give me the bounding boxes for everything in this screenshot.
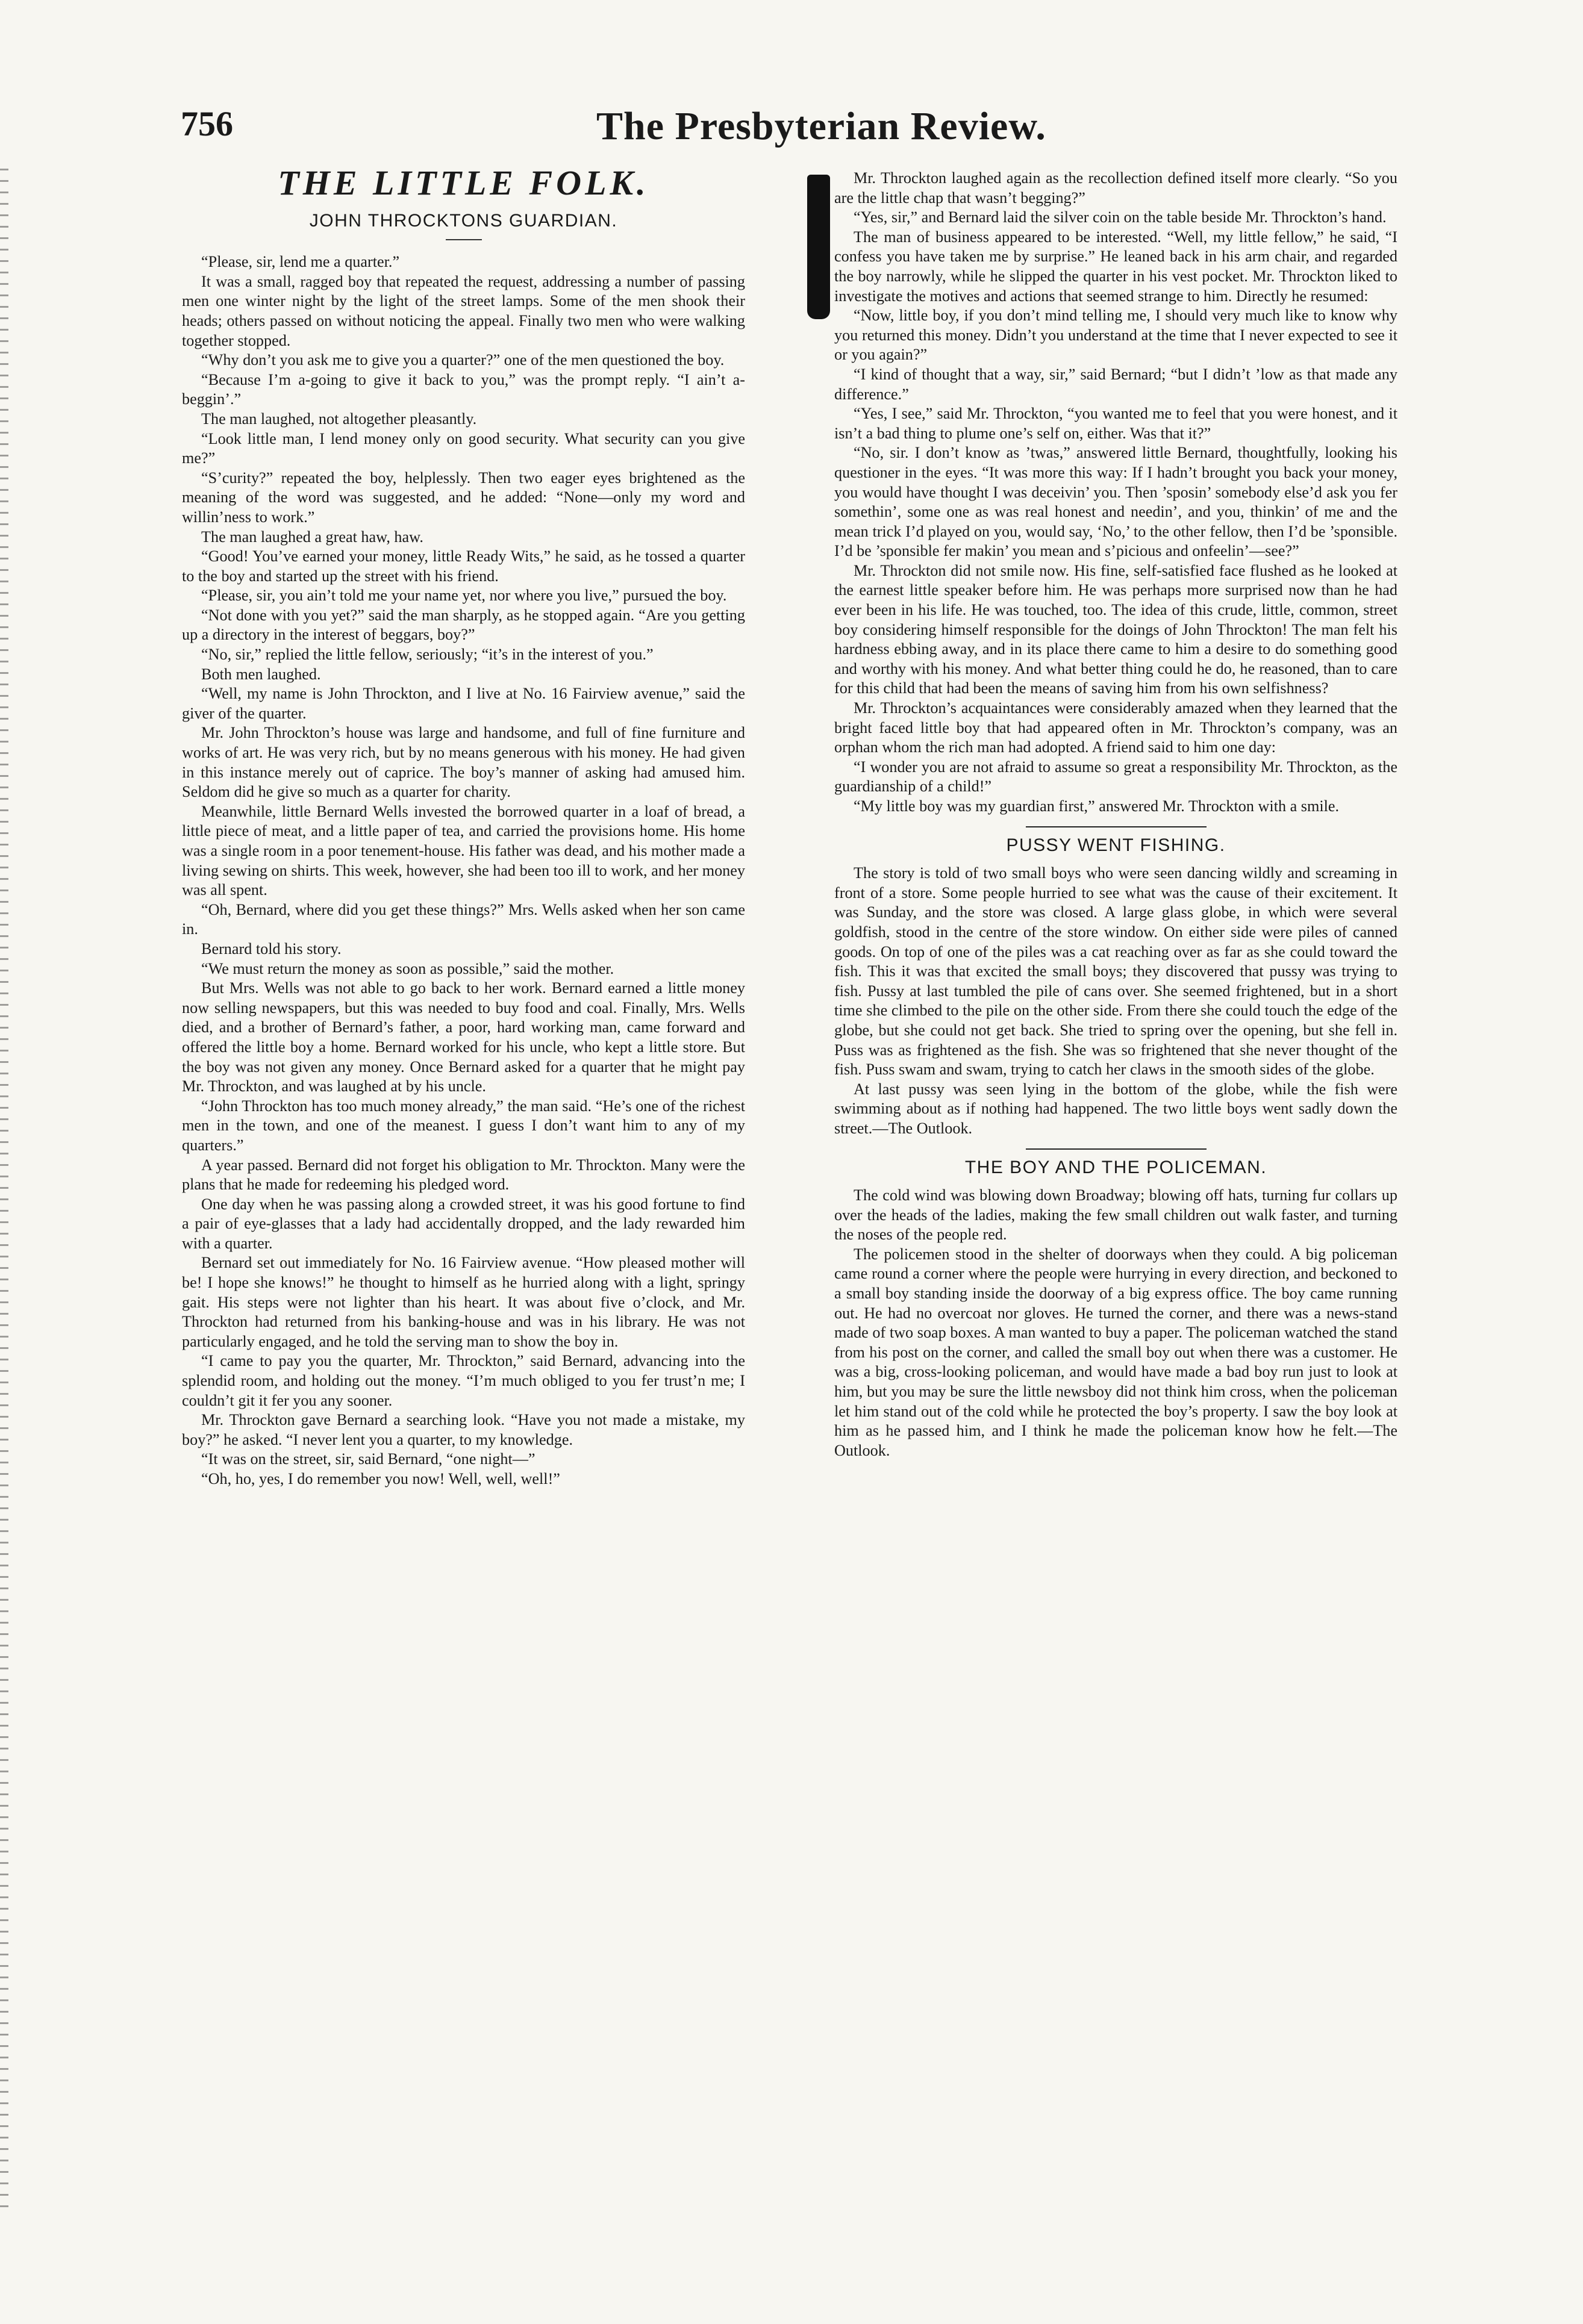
page-number: 756 — [181, 104, 233, 143]
story-title-guardian: JOHN THROCKTONS GUARDIAN. — [309, 210, 618, 231]
section-title: THE LITTLE FOLK. — [278, 163, 649, 202]
paragraph: The cold wind was blowing down Broadway; blowing off hats, turning fur collars up over the heads of the ladies, making the few small children out walk faster, and turning the noses of the people red. — [834, 1186, 1397, 1244]
paragraph: The man laughed a great haw, haw. — [201, 528, 423, 546]
paragraph: Mr. Throckton’s acquaintances were considerably amazed when they learned that the bright faced little boy that had appeared often in Mr. Throckton’s company, was an orphan whom the rich man had adopted. A friend said to him one day: — [834, 699, 1397, 756]
title-dash — [446, 239, 482, 240]
paragraph: “Look little man, I lend money only on good security. What security can you give me?” — [182, 429, 745, 467]
paragraph: “Please, sir, you ain’t told me your name yet, nor where you live,” pursued the boy. — [201, 587, 727, 605]
paragraph: But Mrs. Wells was not able to go back to her work. Bernard earned a little money now selling newspapers, but this was needed to buy food and coal. Finally, Mrs. Wells died, and a brother of Bernard’s father, a poor, hard working man, came forward and offered the little boy a home. Bernard worked for his uncle, who kept a little store. But the boy was not given any money. Once Bernard asked for a quarter that he might pay Mr. Throckton, and was laughed at by his uncle. — [182, 979, 745, 1095]
paragraph: Bernard told his story. — [201, 939, 342, 958]
paragraph: “Not done with you yet?” said the man sharply, as he stopped again. “Are you getting up a directory in the interest of beggars, boy?” — [182, 606, 745, 644]
paragraph: Mr. Throckton gave Bernard a searching look. “Have you not made a mistake, my boy?” he asked. “I never lent you a quarter, to my knowledge. — [182, 1411, 745, 1448]
story-title-policeman: THE BOY AND THE POLICEMAN. — [964, 1157, 1267, 1177]
paragraph: “Yes, sir,” and Bernard laid the silver coin on the table beside Mr. Throckton’s hand. — [854, 208, 1387, 226]
paragraph: “I wonder you are not afraid to assume so great a responsibility Mr. Throckton, as the guardianship of a child!” — [834, 758, 1397, 796]
paragraph: “We must return the money as soon as possible,” said the mother. — [201, 959, 614, 977]
story-policeman-body — [834, 1186, 1397, 1460]
paragraph: At last pussy was seen lying in the bottom of the globe, while the fish were swimming about as if nothing had happened. The two little boys went sadly down the street.—The Outlook. — [834, 1080, 1397, 1137]
story-guardian-body-part1 — [182, 252, 745, 1489]
story-title-pussy: PUSSY WENT FISHING. — [1006, 835, 1226, 855]
paragraph: Mr. Throckton did not smile now. His fine, self-satisfied face flushed as he looked at the earnest little speaker before him. He was perhaps more surprised now than he had ever been in his life. He was touched, too. The idea of this crude, little, common, street boy considering himself responsible for the doings of John Throckton! The man felt his hardness ebbing away, and in its place there came to him a desire to do something good and worthy with his money. And what better thing could he do, he reasoned, than to care for this child that had been the means of saving him from his own selfishness? — [834, 561, 1397, 697]
paragraph: “Yes, I see,” said Mr. Throckton, “you wanted me to feel that you were honest, and it isn’t a bad thing to plume one’s self on, either. Was that it?” — [834, 405, 1397, 442]
paragraph: “Oh, ho, yes, I do remember you now! Well, well, well!” — [201, 1470, 560, 1488]
paragraph: “S’curity?” repeated the boy, helplessly. Then two eager eyes brightened as the meaning of the word was suggested, and he added: “None—only my word and willin’ness to work.” — [182, 469, 745, 526]
story-guardian-body-part2 — [834, 169, 1397, 817]
story-divider — [1026, 1148, 1207, 1150]
paragraph: One day when he was passing along a crowded street, it was his good fortune to find a pair of eye-glasses that a lady had accidentally dropped, and the lady rewarded him with a quarter. — [182, 1195, 745, 1252]
paragraph: “Oh, Bernard, where did you get these things?” Mrs. Wells asked when her son came in. — [182, 900, 745, 938]
paragraph: Mr. John Throckton’s house was large and handsome, and full of fine furniture and works of art. He was very rich, but by no means generous with his money. He had given in this instance merely out of caprice. The boy’s manner of asking had amused him. Seldom did he give so much as a quarter for charity. — [182, 724, 745, 801]
paragraph: “Because I’m a-going to give it back to you,” was the prompt reply. “I ain’t a-beggin’.” — [182, 370, 745, 408]
paragraph: “Well, my name is John Throckton, and I live at No. 16 Fairview avenue,” said the giver of the quarter. — [182, 685, 745, 722]
left-column — [182, 163, 745, 1489]
scan-margin-marks — [0, 169, 8, 2216]
paragraph: The man of business appeared to be interested. “Well, my little fellow,” he said, “I confess you have taken me by surprise.” He leaned back in his arm chair, and regarded the boy narrowly, while he slipped the quarter in his vest pocket. Mr. Throckton liked to investigate the motives and actions that seemed strange to him. Directly he resumed: — [834, 228, 1397, 305]
paragraph: “No, sir. I don’t know as ’twas,” answered little Bernard, thoughtfully, looking his questioner in the eyes. “It was more this way: If I hadn’t brought you back your money, you would have thought I was deceivin’ you. Then ’sposin’ somebody else’d ask you fer somethin’, some one as was real honest and needin’, and you, thinkin’ of me and the mean trick I’d played on you, would say, ‘No,’ to the other fellow, then I’d be ’sponsible. I’d be ’sponsible fer makin’ you mean and s’picious and onfeelin’—see?” — [834, 444, 1397, 560]
paragraph: “John Throckton has too much money already,” the man said. “He’s one of the richest men in the town, and one of the meanest. I guess I don’t want him to any of my quarters.” — [182, 1097, 745, 1154]
paragraph: “Why don’t you ask me to give you a quarter?” one of the men questioned the boy. — [201, 351, 725, 369]
paragraph: “It was on the street, sir, said Bernard, “one night—” — [201, 1450, 535, 1468]
paragraph: “My little boy was my guardian first,” answered Mr. Throckton with a smile. — [854, 797, 1340, 815]
paragraph: A year passed. Bernard did not forget his obligation to Mr. Throckton. Many were the plans that he made for redeeming his pledged word. — [182, 1156, 745, 1194]
paragraph: “I came to pay you the quarter, Mr. Throckton,” said Bernard, advancing into the splendid room, and holding out the money. “I’m much obliged to you fer trust’n me; I couldn’t git it fer you any sooner. — [182, 1352, 745, 1409]
journal-title: The Presbyterian Review. — [596, 104, 1046, 148]
page-header — [181, 104, 1410, 158]
paragraph: Mr. Throckton laughed again as the recollection defined itself more clearly. “So you are the little chap that wasn’t begging?” — [834, 169, 1397, 207]
paragraph: Bernard set out immediately for No. 16 Fairview avenue. “How pleased mother will be! I hope she knows!” he thought to himself as he hurried along with a light, springy gait. His steps were not lighter than his heart. It was about five o’clock, and Mr. Throckton had returned from his banking-house and was in his library. He was not particularly engaged, and he told the serving man to show the boy in. — [182, 1254, 745, 1350]
paragraph: The policemen stood in the shelter of doorways when they could. A big policeman came round a corner where the people were hurrying in every direction, and beckoned to a small boy standing inside the doorway of a big express office. The boy came running out. He had no overcoat nor gloves. He turned the corner, and there was a news-stand made of two soap boxes. A man wanted to buy a paper. The policeman watched the stand from his post on the corner, and called the small boy out when there was a customer. He was a big, cross-looking policeman, and would have made a bad boy run just to look at him, but you may be sure the little newsboy did not think him cross, when the policeman let him stand out of the cold while he protected the boy’s property. I saw the boy look at him as he passed him, and I think he made the policeman know how he felt.—The Outlook. — [834, 1245, 1397, 1459]
story-pussy-body — [834, 864, 1397, 1138]
paragraph: “I kind of thought that a way, sir,” said Bernard; “but I didn’t ’low as that made any difference.” — [834, 365, 1397, 403]
paragraph: “Good! You’ve earned your money, little Ready Wits,” he said, as he tossed a quarter to the boy and started up the street with his friend. — [182, 547, 745, 585]
paragraph: “Now, little boy, if you don’t mind telling me, I should very much like to know why you returned this money. Didn’t you understand at the time that I never expected to see it or you again?” — [834, 307, 1397, 364]
paragraph: The man laughed, not altogether pleasantly. — [201, 410, 477, 428]
right-column — [834, 169, 1397, 1460]
paragraph: The story is told of two small boys who were seen dancing wildly and screaming in front of a store. Some people hurried to see what was the cause of their excitement. It was Sunday, and the store was closed. A large glass globe, in which were several goldfish, stood in the centre of the store window. On either side were piles of canned goods. On top of one of the piles was a cat reaching over as far as she could toward the fish. This it was that excited the small boys; they discovered that pussy was trying to fish. Pussy at last tumbled the pile of cans over. She seemed frightened, but in a short time she climbed to the pile on the other side. From there she could touch the edge of the globe, but she could not get back. She tried to spring over the opening, but she fell in. Puss was as frightened as the fish. She was so frightened that she never thought of the fish. Puss swam and swam, trying to catch her claws in the smooth sides of the globe. — [834, 864, 1397, 1079]
paragraph: It was a small, ragged boy that repeated the request, addressing a number of passing men one winter night by the light of the street lamps. Some of the men shook their heads; others passed on without noticing the appeal. Finally two men who were walking together stopped. — [182, 272, 745, 349]
paragraph: “No, sir,” replied the little fellow, seriously; “it’s in the interest of you.” — [201, 646, 654, 664]
paragraph: Meanwhile, little Bernard Wells invested the borrowed quarter in a loaf of bread, a little piece of meat, and a little paper of tea, and carried the provisions home. His home was a single room in a poor tenement-house. His father was dead, and his mother made a living sewing on shirts. This week, however, she had been too ill to work, and her money was all spent. — [182, 802, 745, 899]
story-divider — [1026, 826, 1207, 827]
drop-cap-ornament — [807, 175, 830, 319]
paragraph: Both men laughed. — [201, 665, 321, 683]
paragraph: “Please, sir, lend me a quarter.” — [201, 253, 400, 271]
